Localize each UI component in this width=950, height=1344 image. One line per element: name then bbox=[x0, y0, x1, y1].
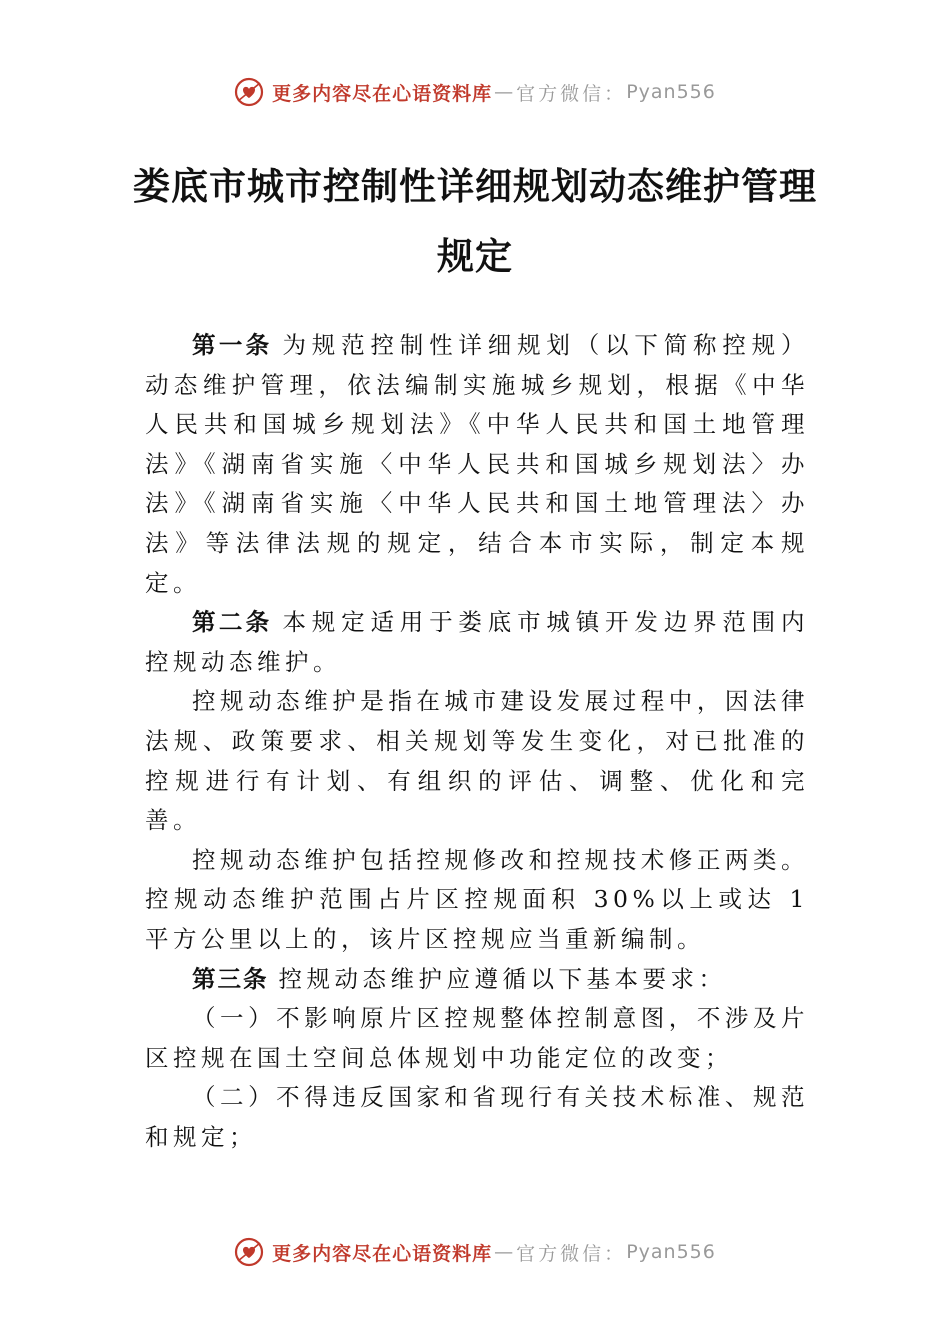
watermark-footer bbox=[0, 1234, 950, 1270]
paragraph-text: 本规定适用于娄底市城镇开发边界范围内控规动态维护。 bbox=[145, 608, 810, 676]
stylized-heart-logo-icon bbox=[234, 77, 264, 107]
article-2-scope-paragraph bbox=[145, 841, 809, 960]
article-heading: 第三条 bbox=[192, 964, 269, 993]
article-heading: 第二条 bbox=[192, 608, 273, 637]
watermark-site-text: 更多内容尽在心语资料库 bbox=[272, 82, 493, 105]
article-3-item-1 bbox=[145, 999, 809, 1078]
paragraph-text: 为规范控制性详细规划（以下简称控规）动态维护管理，依法编制实施城乡规划，根据《中华人民共和国城乡规划法》《中华人民共和国土地管理法》《湖南省实施〈中华人民共和国城乡规划法〉办法》《湖南省实施〈中华人民共和国土地管理法〉办法》等法律法规的规定，结合本市实际，制定本规定。 bbox=[145, 331, 810, 597]
article-1-paragraph bbox=[145, 326, 809, 603]
watermark-header bbox=[0, 74, 950, 110]
paragraph-text: （二）不得违反国家和省现行有关技术标准、规范和规定； bbox=[145, 1083, 809, 1151]
article-3-item-2 bbox=[145, 1078, 809, 1157]
paragraph-text: 控规动态维护应遵循以下基本要求： bbox=[278, 964, 727, 993]
document-body bbox=[145, 326, 809, 1157]
watermark-label: 官方微信： bbox=[516, 82, 627, 105]
watermark-wechat-id: Pyan556 bbox=[626, 81, 716, 103]
watermark-separator: — bbox=[494, 81, 515, 103]
article-2-paragraph bbox=[145, 603, 809, 682]
article-heading: 第一条 bbox=[192, 331, 273, 359]
stylized-heart-logo-icon bbox=[234, 1237, 264, 1267]
article-2-definition-paragraph bbox=[145, 682, 809, 840]
watermark-wechat-id: Pyan556 bbox=[626, 1241, 716, 1263]
watermark-site-text: 更多内容尽在心语资料库 bbox=[272, 1242, 493, 1265]
paragraph-text: 控规动态维护包括控规修改和控规技术修正两类。控规动态维护范围占片区控规面积 30%以上或达 1 平方公里以上的，该片区控规应当重新编制。 bbox=[145, 845, 809, 953]
watermark-label: 官方微信： bbox=[516, 1242, 627, 1265]
document-title-line-1: 娄底市城市控制性详细规划动态维护管理 bbox=[133, 164, 817, 208]
paragraph-text: （一）不影响原片区控规整体控制意图，不涉及片区控规在国土空间总体规划中功能定位的改变； bbox=[145, 1004, 809, 1072]
article-3-paragraph bbox=[145, 960, 809, 1000]
watermark-separator: — bbox=[494, 1241, 515, 1263]
paragraph-text: 控规动态维护是指在城市建设发展过程中，因法律法规、政策要求、相关规划等发生变化，对已批准的控规进行有计划、有组织的评估、调整、优化和完善。 bbox=[145, 687, 809, 835]
document-title-line-2: 规定 bbox=[437, 234, 513, 278]
